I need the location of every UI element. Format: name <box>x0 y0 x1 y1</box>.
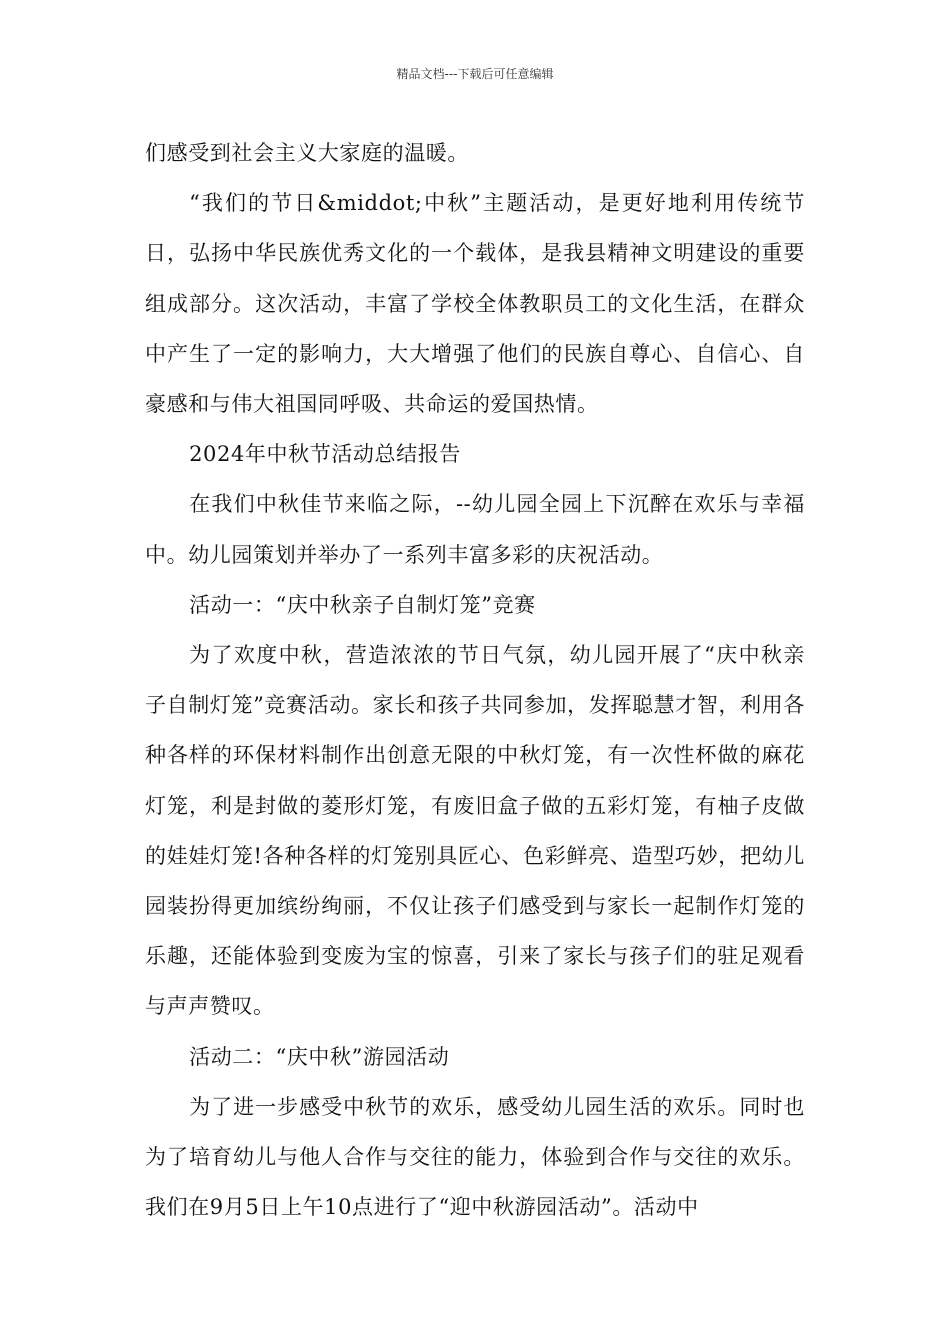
paragraph-activity-one: 为了欢度中秋，营造浓浓的节日气氛，幼儿园开展了“庆中秋亲子自制灯笼”竞赛活动。家长和孩子共同参加，发挥聪慧才智，利用各种各样的环保材料制作出创意无限的中秋灯笼，有一次性杯做的麻花灯笼，利是封做的菱形灯笼，有废旧盒子做的五彩灯笼，有柚子皮做的娃娃灯笼!各种各样的灯笼别具匠心、色彩鲜亮、造型巧妙，把幼儿园装扮得更加缤纷绚丽，不仅让孩子们感受到与家长一起制作灯笼的乐趣，还能体验到变废为宝的惊喜，引来了家长与孩子们的驻足观看与声声赞叹。 <box>145 643 805 1019</box>
paragraph-activity-two: 为了进一步感受中秋节的欢乐，感受幼儿园生活的欢乐。同时也为了培育幼儿与他人合作与交往的能力，体验到合作与交往的欢乐。我们在9月5日上午10点进行了“迎中秋游园活动”。活动中 <box>145 1094 805 1220</box>
section-title: 2024年中秋节活动总结报告 <box>189 442 461 467</box>
activity-two-heading: 活动二：“庆中秋”游园活动 <box>189 1044 450 1069</box>
activity-one-heading: 活动一：“庆中秋亲子自制灯笼”竞赛 <box>189 592 536 617</box>
paragraph-continuation: 们感受到社会主义大家庭的温暖。 <box>145 141 469 165</box>
page-header: 精品文档---下载后可任意编辑 <box>396 67 554 81</box>
paragraph-intro: 在我们中秋佳节来临之际，--幼儿园全园上下沉醉在欢乐与幸福中。幼儿园策划并举办了一系列丰富多彩的庆祝活动。 <box>145 492 805 567</box>
paragraph-festival-summary: “我们的节日&middot;中秋”主题活动，是更好地利用传统节日，弘扬中华民族优秀文化的一个载体，是我县精神文明建设的重要组成部分。这次活动，丰富了学校全体教职员工的文化生活，在群众中产生了一定的影响力，大大增强了他们的民族自尊心、自信心、自豪感和与伟大祖国同呼吸、共命运的爱国热情。 <box>145 191 805 417</box>
document-body <box>145 128 805 1232</box>
